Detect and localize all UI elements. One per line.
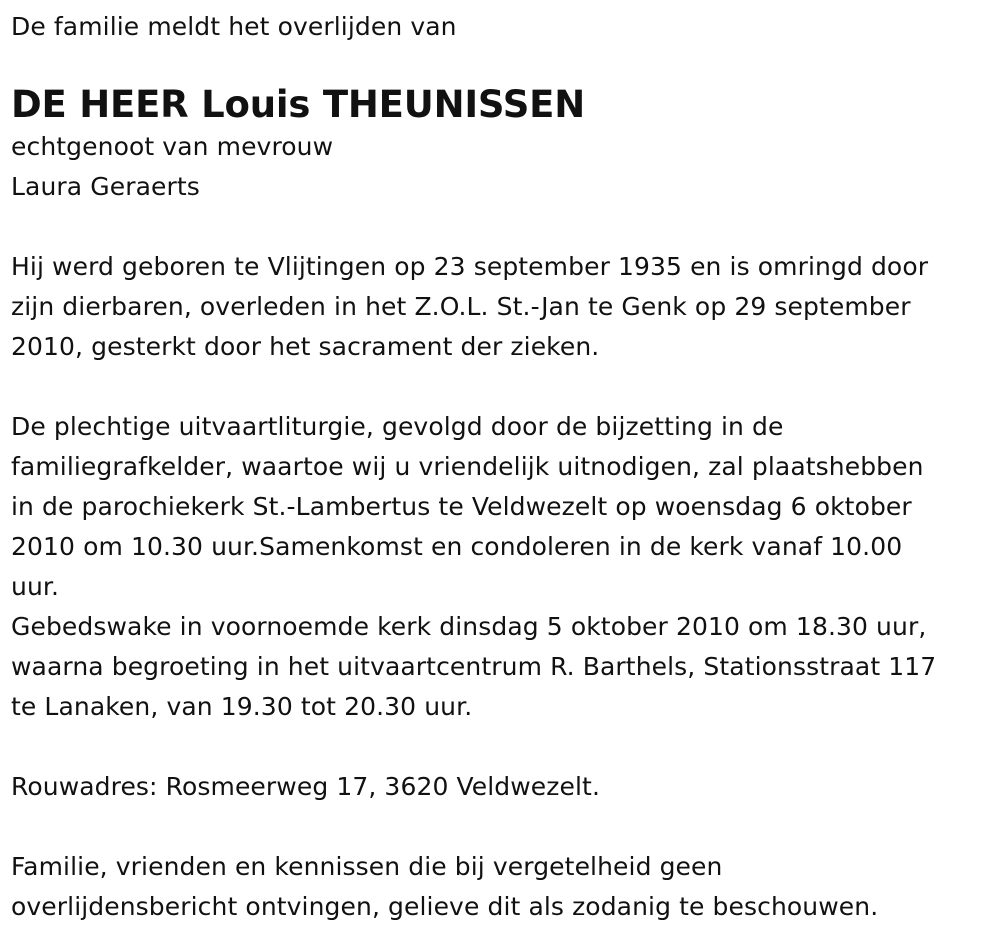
paragraph-line: in de parochiekerk St.-Lambertus te Veldwezelt op woensdag 6 oktober [11, 492, 912, 521]
spacer [11, 207, 996, 247]
funeral-paragraph [11, 407, 996, 727]
paragraph-line: Gebedswake in voornoemde kerk dinsdag 5 oktober 2010 om 18.30 uur, [11, 612, 927, 641]
intro-line: De familie meldt het overlijden van [11, 12, 457, 41]
mourning-address: Rouwadres: Rosmeerweg 17, 3620 Veldwezelt. [11, 772, 600, 801]
paragraph-line: te Lanaken, van 19.30 tot 20.30 uur. [11, 692, 473, 721]
paragraph-line: uur. [11, 572, 60, 601]
paragraph-line: overlijdensbericht ontvingen, gelieve dit als zodanig te beschouwen. [11, 892, 879, 921]
spouse-line: echtgenoot van mevrouw [11, 132, 334, 161]
spouse-block [11, 127, 996, 207]
spouse-name: Laura Geraerts [11, 172, 200, 201]
obituary-notice [11, 7, 996, 927]
deceased-name: DE HEER Louis THEUNISSEN [11, 83, 586, 126]
paragraph-line: 2010, gesterkt door het sacrament der zieken. [11, 332, 600, 361]
paragraph-line: Familie, vrienden en kennissen die bij vergetelheid geen [11, 852, 723, 881]
spacer [11, 727, 996, 767]
paragraph-line: 2010 om 10.30 uur.Samenkomst en condoleren in de kerk vanaf 10.00 [11, 532, 903, 561]
spacer [11, 807, 996, 847]
paragraph-line: waarna begroeting in het uitvaartcentrum R. Barthels, Stationsstraat 117 [11, 652, 937, 681]
closing-paragraph [11, 847, 996, 927]
paragraph-line: Hij werd geboren te Vlijtingen op 23 september 1935 en is omringd door [11, 252, 929, 281]
paragraph-line: zijn dierbaren, overleden in het Z.O.L. St.-Jan te Genk op 29 september [11, 292, 911, 321]
birth-death-paragraph [11, 247, 996, 367]
spacer [11, 367, 996, 407]
paragraph-line: De plechtige uitvaartliturgie, gevolgd door de bijzetting in de [11, 412, 784, 441]
paragraph-line: familiegrafkelder, waartoe wij u vriendelijk uitnodigen, zal plaatshebben [11, 452, 924, 481]
